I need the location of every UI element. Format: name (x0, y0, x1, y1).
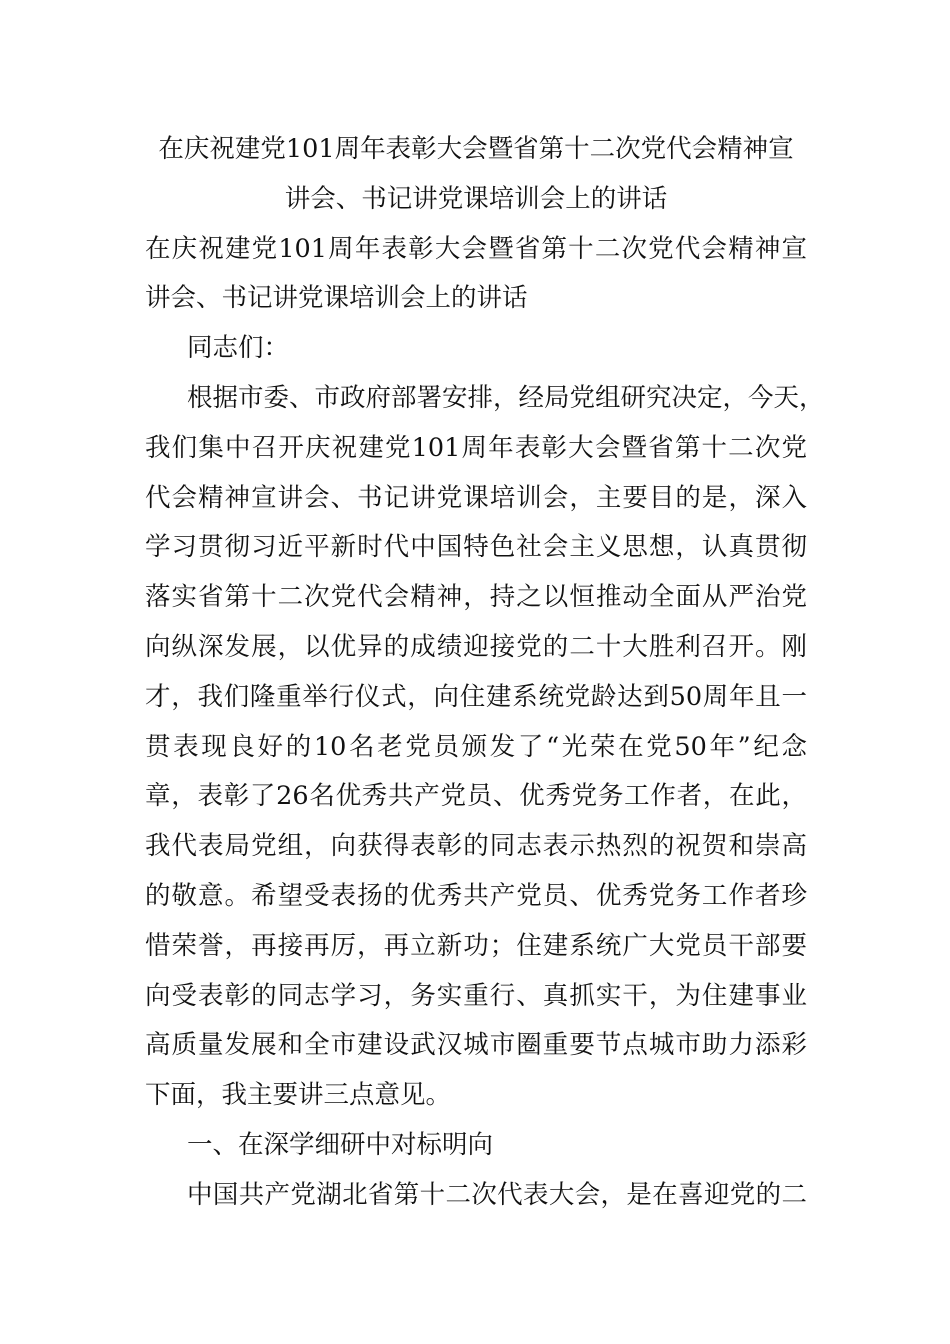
document-title-line-1: 在庆祝建党101周年表彰大会暨省第十二次党代会精神宣 (158, 134, 794, 164)
body-line: 落实省第十二次党代会精神，持之以恒推动全面从严治党 (145, 582, 807, 613)
section-heading: 一、在深学细研中对标明向 (187, 1129, 494, 1160)
body-line: 学习贯彻习近平新时代中国特色社会主义思想，认真贯彻 (145, 532, 807, 563)
body-line: 高质量发展和全市建设武汉城市圈重要节点城市助力添彩 (145, 1030, 807, 1061)
document-page (145, 125, 825, 1221)
body-line: 讲会、书记讲党课培训会上的讲话 (145, 283, 528, 314)
body-line: 代会精神宣讲会、书记讲党课培训会，主要目的是，深入 (145, 482, 807, 513)
body-line: 章，表彰了26名优秀共产党员、优秀党务工作者，在此， (145, 781, 807, 812)
body-line: 中国共产党湖北省第十二次代表大会，是在喜迎党的二 (187, 1179, 807, 1210)
body-line: 下面，我主要讲三点意见。 (145, 1080, 452, 1111)
body-line: 根据市委、市政府部署安排，经局党组研究决定，今天， (187, 382, 825, 413)
salutation: 同志们： (187, 333, 290, 364)
document-title-line-2: 讲会、书记讲党课培训会上的讲话 (284, 183, 668, 214)
body-line: 我们集中召开庆祝建党101周年表彰大会暨省第十二次党 (145, 432, 807, 463)
body-line: 才，我们隆重举行仪式，向住建系统党龄达到50周年且一 (145, 681, 807, 712)
body-line: 贯表现良好的10名老党员颁发了“光荣在党50年”纪念 (145, 731, 807, 762)
body-line: 在庆祝建党101周年表彰大会暨省第十二次党代会精神宣 (145, 233, 807, 264)
body-line: 向纵深发展，以优异的成绩迎接党的二十大胜利召开。刚 (145, 631, 807, 662)
body-line: 向受表彰的同志学习，务实重行、真抓实干，为住建事业 (145, 980, 807, 1011)
body-line: 的敬意。希望受表扬的优秀共产党员、优秀党务工作者珍 (145, 880, 807, 911)
body-line: 惜荣誉，再接再厉，再立新功；住建系统广大党员干部要 (145, 930, 807, 961)
body-line: 我代表局党组，向获得表彰的同志表示热烈的祝贺和崇高 (145, 831, 807, 862)
